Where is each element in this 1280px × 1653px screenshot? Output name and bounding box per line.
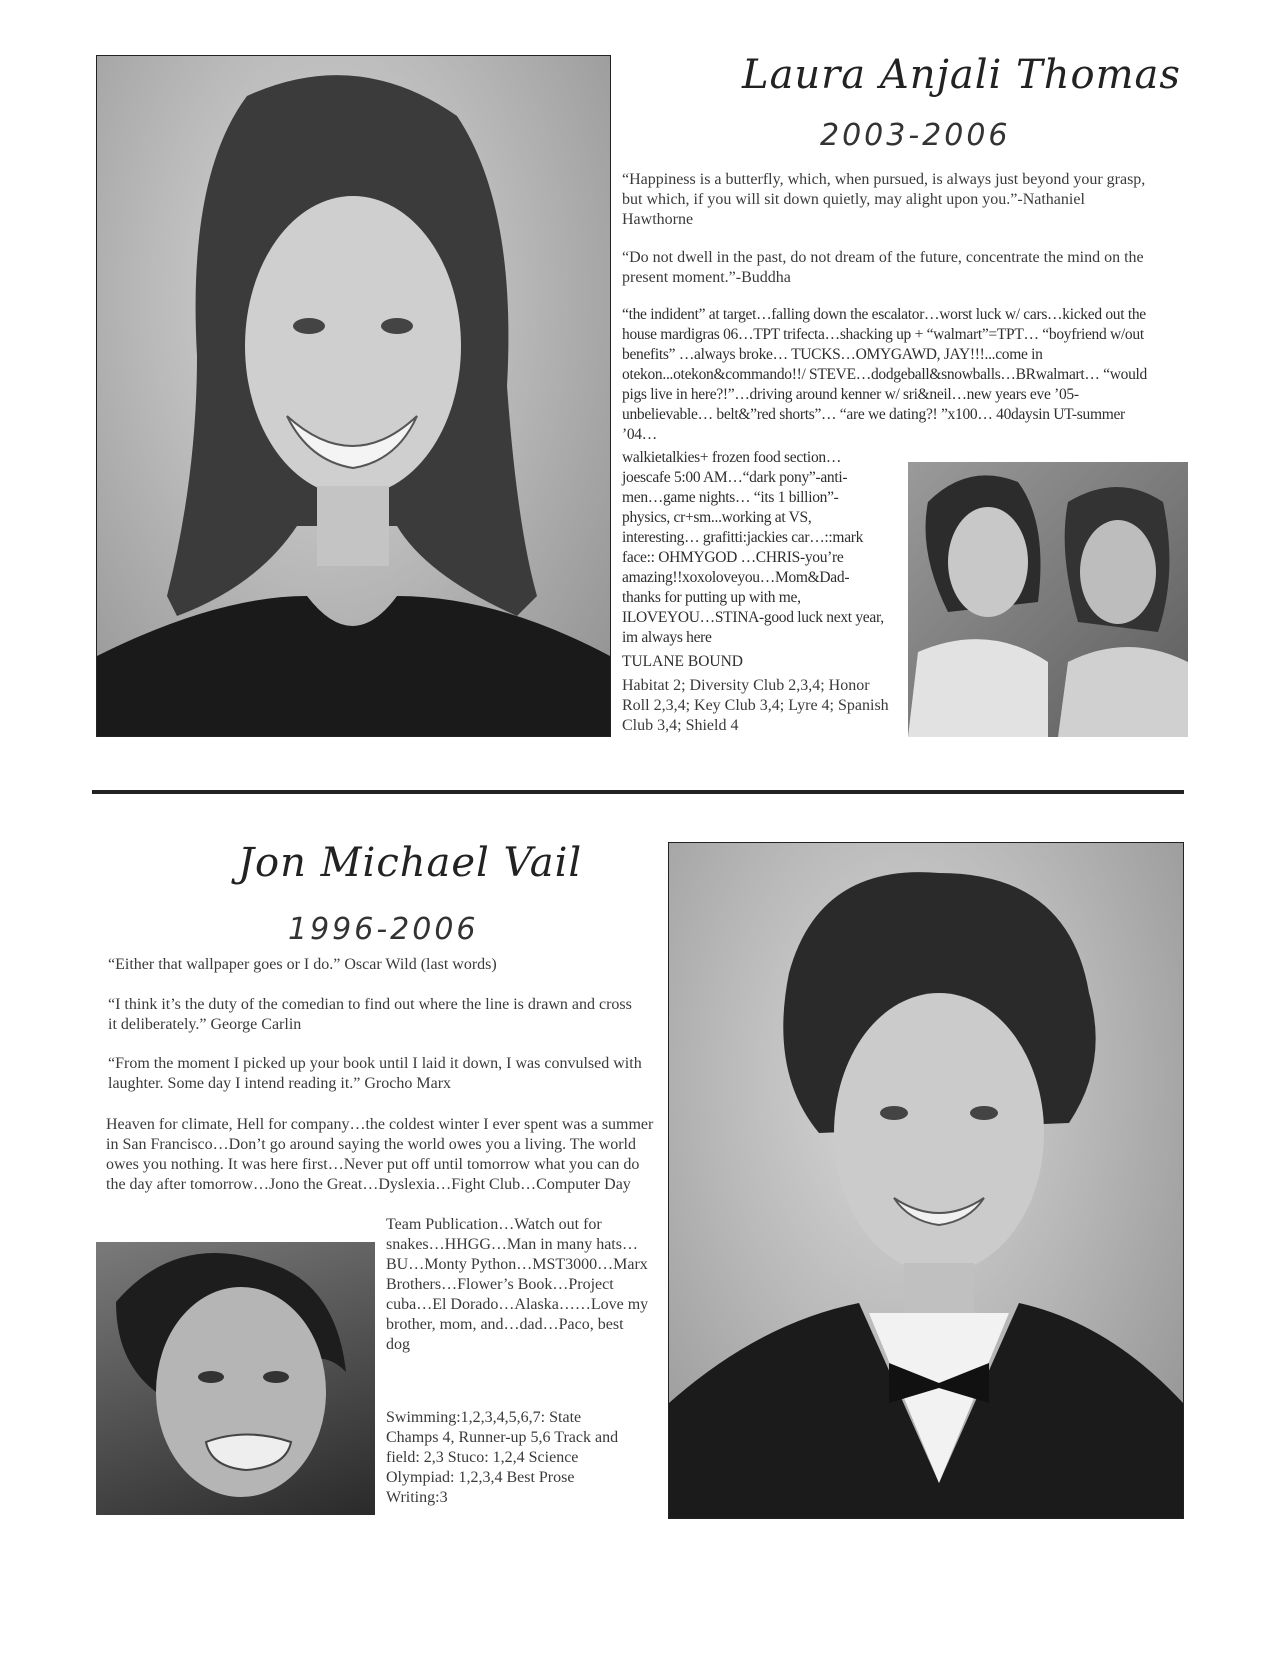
student-quote-4: “I think it’s the duty of the comedian to find out where the line is drawn and cross it deliberately.” George Carlin <box>108 996 632 1033</box>
student-activities-1: Habitat 2; Diversity Club 2,3,4; Honor Roll 2,3,4; Key Club 3,4; Lyre 4; Spanish Club 3,4; Shield 4 <box>622 677 889 734</box>
student-quote-3: “Either that wallpaper goes or I do.” Oscar Wild (last words) <box>108 956 497 973</box>
student-name-2: Jon Michael Vail <box>238 840 583 886</box>
student-college: TULANE BOUND <box>622 653 743 670</box>
candid-photo-1 <box>908 462 1188 737</box>
student-quote-1: “Happiness is a butterfly, which, when pursued, is always just beyond your grasp, but which, if you will sit down quietly, may alight upon you.”-Nathaniel Hawthorne <box>622 171 1146 228</box>
student-memories-2: Heaven for climate, Hell for company…the coldest winter I ever spent was a summer in San Francisco…Don’t go around saying the world owes you a living. The world owes you nothing. It was here first…Never put off until tomorrow what you can do the day after tomorrow…Jono the Great…Dyslexia…Fight Club…Computer Day <box>106 1116 654 1193</box>
student-name-1: Laura Anjali Thomas <box>742 52 1181 98</box>
senior-portrait-photo-2 <box>668 842 1184 1519</box>
senior-portrait-photo-1 <box>96 55 611 737</box>
student-years-2: 1996-2006 <box>288 912 479 947</box>
section-divider <box>92 790 1184 794</box>
student-quote-5: “From the moment I picked up your book until I laid it down, I was convulsed with laughter. Some day I intend reading it.” Grocho Marx <box>108 1055 642 1092</box>
candid-photo-2 <box>96 1242 375 1515</box>
student-memories-1b: walkietalkies+ frozen food section… joescafe 5:00 AM…“dark pony”-anti-men…game nights… “its 1 billion”-physics, cr+sm...working at VS, interesting… grafitti:jackies car…::mark face:: OHMYGOD …CHRIS-you’re amazing!!xoxoloveyou…Mom&Dad-thanks for putting up with me, ILOVEYOU…STINA-good luck next year, im always here <box>622 449 884 646</box>
student-activities-2: Swimming:1,2,3,4,5,6,7: State Champs 4, Runner-up 5,6 Track and field: 2,3 Stuco: 1,2,4 Science Olympiad: 1,2,3,4 Best Prose Writing:3 <box>386 1409 619 1506</box>
student-years-1: 2003-2006 <box>820 118 1011 153</box>
student-quote-2: “Do not dwell in the past, do not dream of the future, concentrate the mind on the present moment.”-Buddha <box>622 249 1144 286</box>
student-memories-1: “the indident” at target…falling down the escalator…worst luck w/ cars…kicked out the house mardigras 06…TPT trifecta…shacking up + “walmart”=TPT… “boyfriend w/out benefits” …always broke… TUCKS…OMYGAWD, JAY!!!...come in otekon...otekon&commando!!/ STEVE…dodgeball&snowballs…BRwalmart… “would pigs live in here?!”…driving around kenner w/ sri&neil…new years eve ’05-unbelievable… belt&”red shorts”… “are we dating?! ”x100… 40daysin UT-summer ’04… <box>622 306 1147 443</box>
student-memories-2b: Team Publication…Watch out for snakes…HHGG…Man in many hats…BU…Monty Python…MST3000…Marx Brothers…Flower’s Book…Project cuba…El Dorado…Alaska……Love my brother, mom, and…dad…Paco, best dog <box>386 1216 649 1353</box>
